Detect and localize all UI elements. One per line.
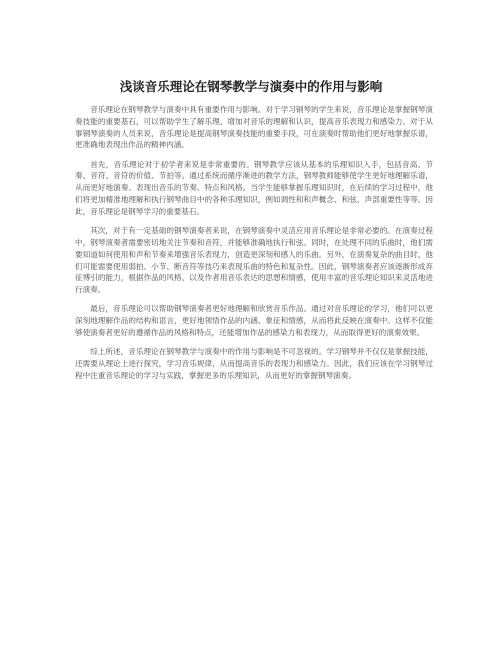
document-title: 浅谈音乐理论在钢琴教学与演奏中的作用与影响 xyxy=(119,79,383,94)
paragraph-last: 最后，音乐理论可以帮助钢琴演奏者更好地理解和欣赏音乐作品。通过对音乐理论的学习，他们可以更深刻地理解作品的结构和语言，更好地领悟作品的内涵、象征和情感，从而将此反映在演奏中。这样不仅能够使演奏者更好的遵循作品的风格和特点，还能增加作品的感染力和表现力，从而取得更好的演奏效果。 xyxy=(75,304,433,338)
paragraph-conclusion: 综上所述，音乐理论在钢琴教学与演奏中的作用与影响是不可忽视的。学习钢琴并不仅仅是掌握技能，还需要从理论上进行探究，学习音乐规律，从而提高音乐的表现力和感染力。因此，我们应该在学习钢琴过程中注重音乐理论的学习与实践，掌握更多的乐理知识，从而更好的掌握钢琴演奏。 xyxy=(75,347,433,380)
paragraph-second: 其次，对于有一定基础的钢琴演奏者来说，在钢琴演奏中灵活应用音乐理论是非常必要的。在演奏过程中，钢琴演奏者需要密切地关注节奏和音符，并能够准确地执行和弦。同时，在处理不同的乐曲时，他们需要知道如何使用和声和节奏来增强音乐表现力，创造更深刻和感人的乐曲。另外，在演奏复杂的曲目时，他们可能需要使用弱拍、小节、断音符等技巧来表现乐曲的特色和复杂性。因此，钢琴演奏者应该逐渐形成弃征博引的能力，根据作品的风格、以及作者用音乐表达的思想和情感，使用丰富的音乐理论知识来灵活地进行演奏。 xyxy=(75,226,433,295)
paragraph-first: 首先，音乐理论对于初学者来说是非常重要的。钢琴教学应该从基本的乐理知识入手，包括音高、节奏、音符、音符的价值、节拍等。通过系统而循序渐进的教学方法，钢琴教师能够使学生更好地理解乐谱，从而更好地演奏、表现出音乐的节奏、特点和风格。当学生能够掌握乐理知识时，在后续的学习过程中，他们将更加精准地理解和执行钢琴曲目中的各种乐理知识，例如调性和和声概念、和弦、声部重要性等等。因此，音乐理论是钢琴学习的重要基石。 xyxy=(75,159,433,216)
paragraph-intro: 音乐理论在钢琴教学与演奏中具有重要作用与影响。对于学习钢琴的学生来说，音乐理论是掌握钢琴演奏技能的重要基石，可以帮助学生了解乐理、增加对音乐的理解和认识，提高音乐表现力和感染力。对于从事钢琴演奏的人员来说，音乐理论是提高钢琴演奏技能的重要手段，可在演奏时帮助他们更好地掌握乐谱，更准确地表现出作品的精神内涵。 xyxy=(75,105,433,150)
document-body xyxy=(75,104,433,389)
